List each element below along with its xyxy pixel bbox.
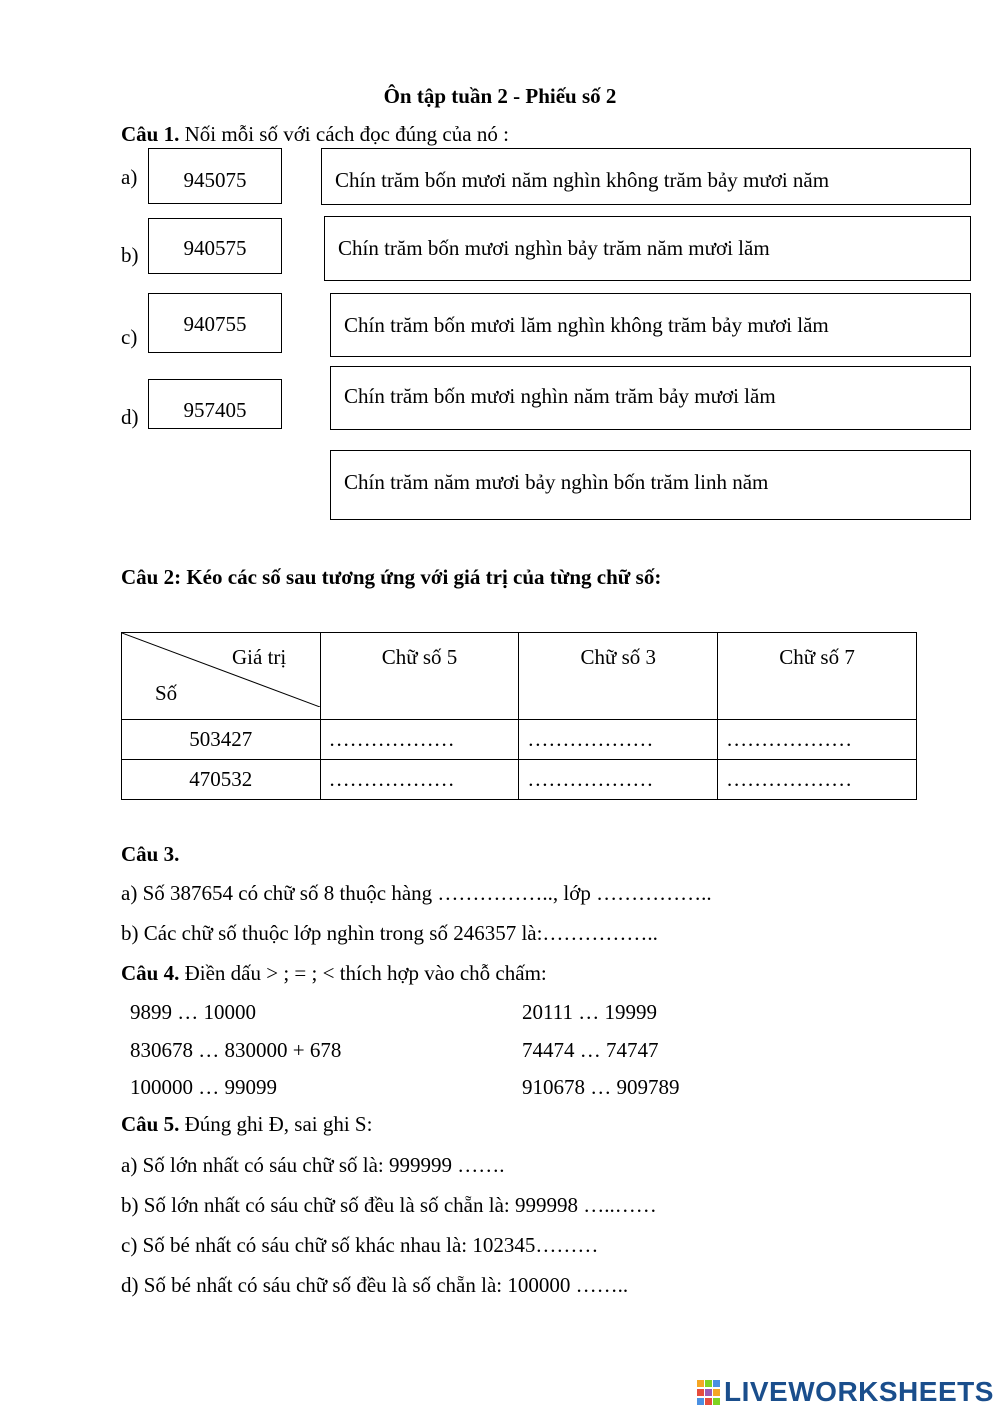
- answer-cell[interactable]: ………………: [718, 720, 917, 760]
- corner-diagonal: [122, 633, 320, 707]
- number-box-b[interactable]: [148, 218, 282, 274]
- header-digit-5: Chữ số 5: [320, 633, 519, 720]
- number-box-a[interactable]: [148, 148, 282, 204]
- true-false-c[interactable]: c) Số bé nhất có sáu chữ số khác nhau là: 102345………: [121, 1233, 599, 1257]
- question-3b[interactable]: b) Các chữ số thuộc lớp nghìn trong số 246357 là:……………..: [121, 921, 658, 945]
- row-number: 503427: [122, 720, 321, 760]
- corner-label-number: Số: [155, 681, 178, 705]
- item-c-letter: c): [121, 325, 138, 349]
- number-a: 945075: [183, 168, 247, 192]
- reading-1: Chín trăm bốn mươi năm nghìn không trăm bảy mươi năm: [335, 168, 830, 192]
- answer-cell[interactable]: ………………: [718, 760, 917, 800]
- answer-cell[interactable]: ………………: [519, 760, 718, 800]
- header-digit-3: Chữ số 3: [519, 633, 718, 720]
- liveworksheets-logo-icon: [697, 1380, 721, 1406]
- true-false-d[interactable]: d) Số bé nhất có sáu chữ số đều là số chẵn là: 100000 ……..: [121, 1273, 629, 1297]
- reading-5: Chín trăm năm mươi bảy nghìn bốn trăm linh năm: [344, 470, 769, 494]
- reading-3: Chín trăm bốn mươi lăm nghìn không trăm bảy mươi lăm: [344, 313, 829, 337]
- question-4-text: Điền dấu > ; = ; < thích hợp vào chỗ chấm:: [179, 961, 547, 985]
- number-d: 957405: [183, 398, 247, 422]
- true-false-a[interactable]: a) Số lớn nhất có sáu chữ số là: 999999 …….: [121, 1153, 505, 1177]
- compare-left-1[interactable]: 9899 … 10000: [130, 1000, 256, 1024]
- question-5-heading: [121, 1112, 372, 1137]
- answer-cell[interactable]: ………………: [320, 720, 519, 760]
- corner-label-value: Giá trị: [232, 645, 287, 669]
- number-box-c[interactable]: [148, 293, 282, 353]
- corner-cell: [122, 633, 321, 720]
- question-1-text: Nối mỗi số với cách đọc đúng của nó :: [179, 122, 509, 146]
- compare-right-2[interactable]: 74474 … 74747: [522, 1038, 659, 1062]
- compare-left-3[interactable]: 100000 … 99099: [130, 1075, 277, 1099]
- row-number: 470532: [122, 760, 321, 800]
- true-false-b[interactable]: b) Số lớn nhất có sáu chữ số đều là số chẵn là: 999998 …..……: [121, 1193, 657, 1217]
- reading-box-1[interactable]: [321, 148, 971, 205]
- question-4-heading: [121, 961, 547, 986]
- reading-box-5[interactable]: [330, 450, 971, 520]
- question-1-heading: [121, 122, 509, 147]
- item-d-letter: d): [121, 405, 139, 429]
- number-c: 940755: [183, 312, 247, 336]
- table-row: [122, 760, 917, 800]
- item-b-letter: b): [121, 243, 139, 267]
- question-2-heading: Câu 2: Kéo các số sau tương ứng với giá trị của từng chữ số:: [121, 565, 662, 589]
- question-3-label: Câu 3.: [121, 842, 180, 866]
- page-title: Ôn tập tuần 2 - Phiếu số 2: [383, 84, 617, 108]
- question-3a[interactable]: a) Số 387654 có chữ số 8 thuộc hàng …………….., lớp ……………..: [121, 881, 712, 905]
- reading-box-2[interactable]: [324, 216, 971, 281]
- question-5-text: Đúng ghi Đ, sai ghi S:: [179, 1112, 373, 1136]
- header-digit-7: Chữ số 7: [718, 633, 917, 720]
- number-b: 940575: [183, 236, 247, 260]
- number-box-d[interactable]: [148, 379, 282, 429]
- table-header-row: [122, 633, 917, 720]
- compare-left-2[interactable]: 830678 … 830000 + 678: [130, 1038, 342, 1062]
- answer-cell[interactable]: ………………: [519, 720, 718, 760]
- answer-cell[interactable]: ………………: [320, 760, 519, 800]
- table-row: [122, 720, 917, 760]
- question-5-label: Câu 5.: [121, 1112, 180, 1136]
- compare-right-1[interactable]: 20111 … 19999: [522, 1000, 657, 1024]
- reading-box-3[interactable]: [330, 293, 971, 357]
- reading-box-4[interactable]: [330, 366, 971, 430]
- brand-name[interactable]: LIVEWORKSHEETS: [724, 1376, 994, 1407]
- compare-right-3[interactable]: 910678 … 909789: [522, 1075, 680, 1099]
- question-4-label: Câu 4.: [121, 961, 180, 985]
- reading-4: Chín trăm bốn mươi nghìn năm trăm bảy mươi lăm: [344, 384, 776, 408]
- digit-value-table: [121, 632, 917, 800]
- item-a-letter: a): [121, 165, 138, 189]
- question-1-label: Câu 1.: [121, 122, 180, 146]
- reading-2: Chín trăm bốn mươi nghìn bảy trăm năm mươi lăm: [338, 236, 770, 260]
